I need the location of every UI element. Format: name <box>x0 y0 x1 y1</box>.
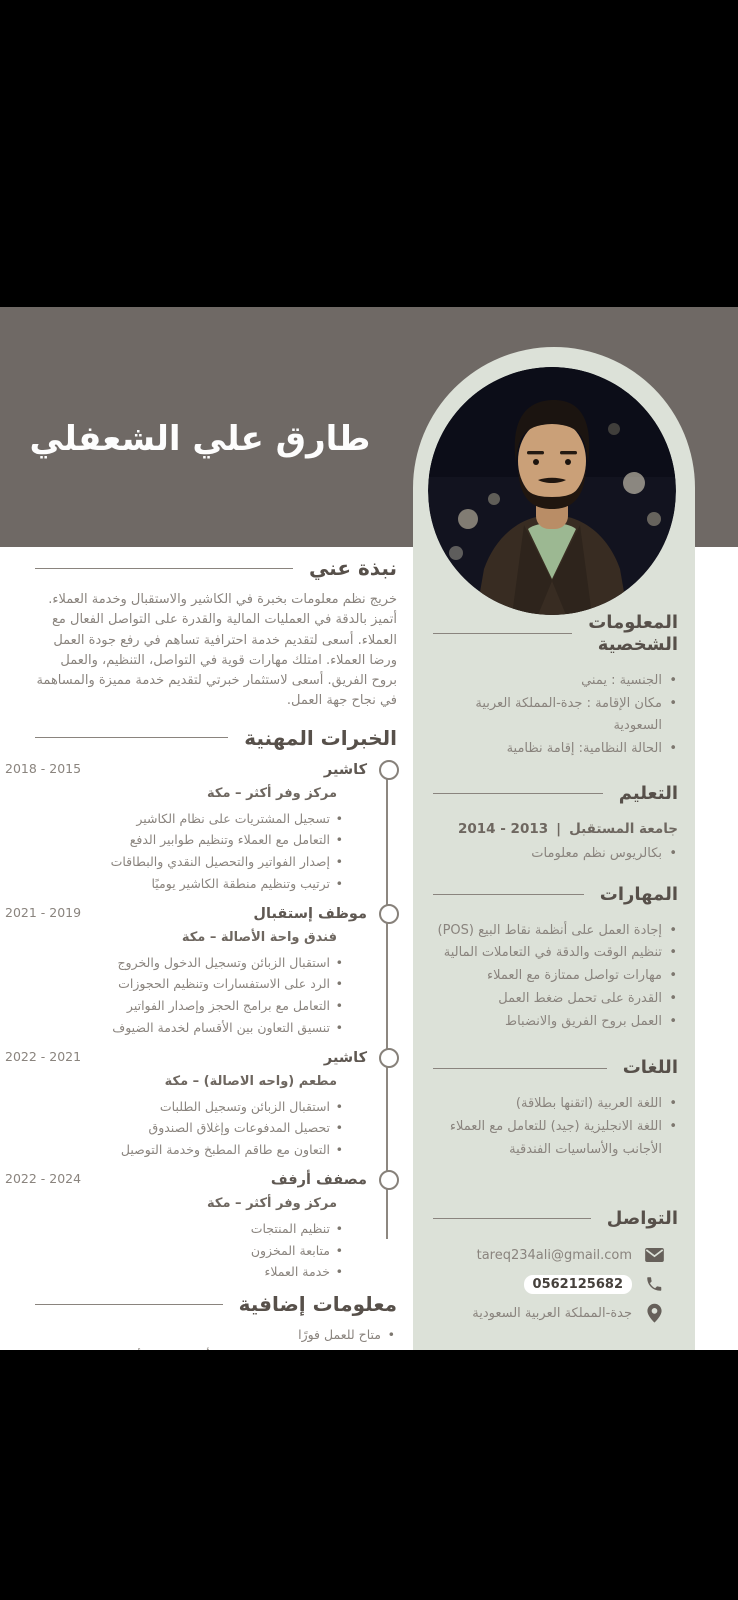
list-item: • متابعة المخزون <box>35 1240 343 1262</box>
list-item: • إصدار الفواتير والتحصيل النقدي والبطاقات <box>35 851 343 873</box>
job-title: مصفف أرفف <box>270 1171 367 1188</box>
job-title: كاشير <box>323 1049 367 1066</box>
profile-photo-illustration <box>428 367 676 615</box>
location-pin-icon <box>644 1303 664 1323</box>
job-date: 2018 - 2015 <box>5 760 82 776</box>
job-bullets <box>35 1218 343 1283</box>
list-item: • القدرة على تحمل ضغط العمل <box>433 988 678 1011</box>
section-rule <box>35 568 293 569</box>
job-company: مركز وفر أكثر – مكة <box>207 785 337 801</box>
job-item <box>5 1047 367 1161</box>
profile-photo <box>428 367 676 615</box>
main-column <box>5 555 397 1407</box>
list-item: • بكالريوس نظم معلومات <box>433 843 678 866</box>
section-rule <box>433 1068 607 1069</box>
list-item: • متاح للعمل فورًا <box>35 1325 395 1346</box>
section-title: الخبرات المهنية <box>244 725 397 750</box>
email-value: tareq234ali@gmail.com <box>476 1247 632 1263</box>
section-title: المهارات <box>599 883 678 905</box>
sidebar-content <box>413 600 695 1323</box>
section-title: المعلومات الشخصية <box>588 612 678 655</box>
section-rule <box>35 1304 223 1305</box>
job-bullets <box>35 808 343 895</box>
list-item: • تسجيل المشتريات على نظام الكاشير <box>35 808 343 830</box>
list-item: • ترتيب وتنظيم منطقة الكاشير يوميًا <box>35 873 343 895</box>
job-date: 2022 - 2024 <box>5 1170 82 1186</box>
list-item: • اللغة الانجليزية (جيد) للتعامل مع العملاء الأجانب والأساسيات الفندقية <box>433 1116 678 1162</box>
envelope-icon <box>644 1245 664 1265</box>
about-title <box>35 555 397 581</box>
list-item: • تحصيل المدفوعات وإغلاق الصندوق <box>35 1117 343 1139</box>
list-item: • خدمة العملاء <box>35 1261 343 1283</box>
job-head <box>5 903 367 923</box>
list-item: • التعامل مع العملاء وتنظيم طوابير الدفع <box>35 829 343 851</box>
sidebar-column <box>413 347 695 1350</box>
timeline-dot <box>379 904 399 924</box>
list-item: • التعاون مع طاقم المطبخ وخدمة التوصيل <box>35 1139 343 1161</box>
personal-info-section <box>433 612 678 761</box>
list-item: • مهارات تواصل ممتازة مع العملاء <box>433 965 678 988</box>
timeline-dot <box>379 1048 399 1068</box>
section-rule <box>433 894 584 895</box>
top-letterbox <box>0 0 738 307</box>
education-school-row <box>433 821 678 837</box>
additional-info-title <box>35 1291 397 1317</box>
bottom-letterbox <box>0 1350 738 1600</box>
languages-title <box>433 1057 678 1079</box>
timeline-dot <box>379 1170 399 1190</box>
list-item: • مكان الإقامة : جدة-المملكة العربية السعودية <box>433 693 678 739</box>
job-bullets <box>35 1096 343 1161</box>
list-item: • تنظيم المنتجات <box>35 1218 343 1240</box>
contact-list <box>433 1245 664 1323</box>
education-list <box>433 843 678 866</box>
job-title: كاشير <box>323 761 367 778</box>
list-item: • الجنسية : يمني <box>433 670 678 693</box>
phone-row <box>433 1274 664 1294</box>
experience-title <box>35 725 397 751</box>
list-item: • الرد على الاستفسارات وتنظيم الحجوزات <box>35 973 343 995</box>
job-company: فندق واحة الأصالة – مكة <box>181 929 337 945</box>
job-head <box>5 759 367 779</box>
job-date: 2021 - 2019 <box>5 904 82 920</box>
job-bullets <box>35 952 343 1039</box>
job-item <box>5 903 367 1039</box>
job-head <box>5 1169 367 1189</box>
skills-list <box>433 920 678 1034</box>
list-item: • الحالة النظامية: إقامة نظامية <box>433 738 678 761</box>
phone-value: 0562125682 <box>524 1275 632 1294</box>
list-item: • استقبال الزبائن وتسجيل الطلبات <box>35 1096 343 1118</box>
section-title: اللغات <box>622 1057 678 1079</box>
list-item: • استقبال الزبائن وتسجيل الدخول والخروج <box>35 952 343 974</box>
job-company: مطعم (واحه الاصالة) – مكة <box>164 1073 337 1089</box>
section-title: نبذة عني <box>308 556 397 580</box>
skills-section <box>433 884 678 1034</box>
section-rule <box>433 633 572 634</box>
education-dates: 2014 - 2013 <box>457 820 549 837</box>
job-head <box>5 1047 367 1067</box>
section-title: التعليم <box>618 782 678 804</box>
location-row <box>433 1303 664 1323</box>
languages-section <box>433 1057 678 1161</box>
education-section <box>433 783 678 866</box>
section-rule <box>35 737 228 738</box>
personal-info-list <box>433 670 678 761</box>
job-company: مركز وفر أكثر – مكة <box>207 1195 337 1211</box>
section-rule <box>433 793 603 794</box>
contact-section <box>433 1208 678 1324</box>
timeline-dot <box>379 760 399 780</box>
job-date: 2022 - 2021 <box>5 1048 82 1064</box>
contact-title <box>433 1208 678 1230</box>
list-item: • التعامل مع برامج الحجز وإصدار الفواتير <box>35 995 343 1017</box>
phone-icon <box>644 1274 664 1294</box>
list-item: • إجادة العمل على أنظمة نقاط البيع (POS) <box>433 920 678 943</box>
languages-list <box>433 1093 678 1161</box>
job-item <box>5 759 367 895</box>
list-item: • تنظيم الوقت والدقة في التعاملات المالية <box>433 942 678 965</box>
list-item: • تنسيق التعاون بين الأقسام لخدمة الضيوف <box>35 1017 343 1039</box>
personal-info-title <box>433 612 678 656</box>
about-text: خريج نظم معلومات بخبرة في الكاشير والاستقبال وخدمة العملاء. أتميز بالدقة في العمليات المالية والقدرة على التواصل الفعال مع العملاء. أسعى لتقديم خدمة احترافية تساهم في رفع جودة العمل ورضا العملاء. امتلك مهارات قوية في التواصل، التنظيم، والعمل بروح الفريق. أسعى لاستثمار خبرتي لتقديم خدمة مميزة والمساهمة في نجاح جهة العمل. <box>36 592 397 709</box>
section-rule <box>433 1218 591 1219</box>
list-item: • العمل بروح الفريق والانضباط <box>433 1011 678 1034</box>
email-row <box>433 1245 664 1265</box>
education-title <box>433 783 678 805</box>
location-value: جدة-المملكة العربية السعودية <box>472 1305 632 1321</box>
cv-page <box>0 307 738 1350</box>
school-name: جامعة المستقبل <box>569 820 678 837</box>
job-title: موظف إستقبال <box>253 905 367 922</box>
section-title: التواصل <box>606 1207 678 1229</box>
skills-title <box>433 884 678 906</box>
list-item: • اللغة العربية (اتقنها بطلاقة) <box>433 1093 678 1116</box>
section-title: معلومات إضافية <box>238 1292 397 1317</box>
job-item <box>5 1169 367 1283</box>
separator: | <box>556 820 562 837</box>
candidate-name: طارق علي الشعفلي <box>29 419 371 459</box>
